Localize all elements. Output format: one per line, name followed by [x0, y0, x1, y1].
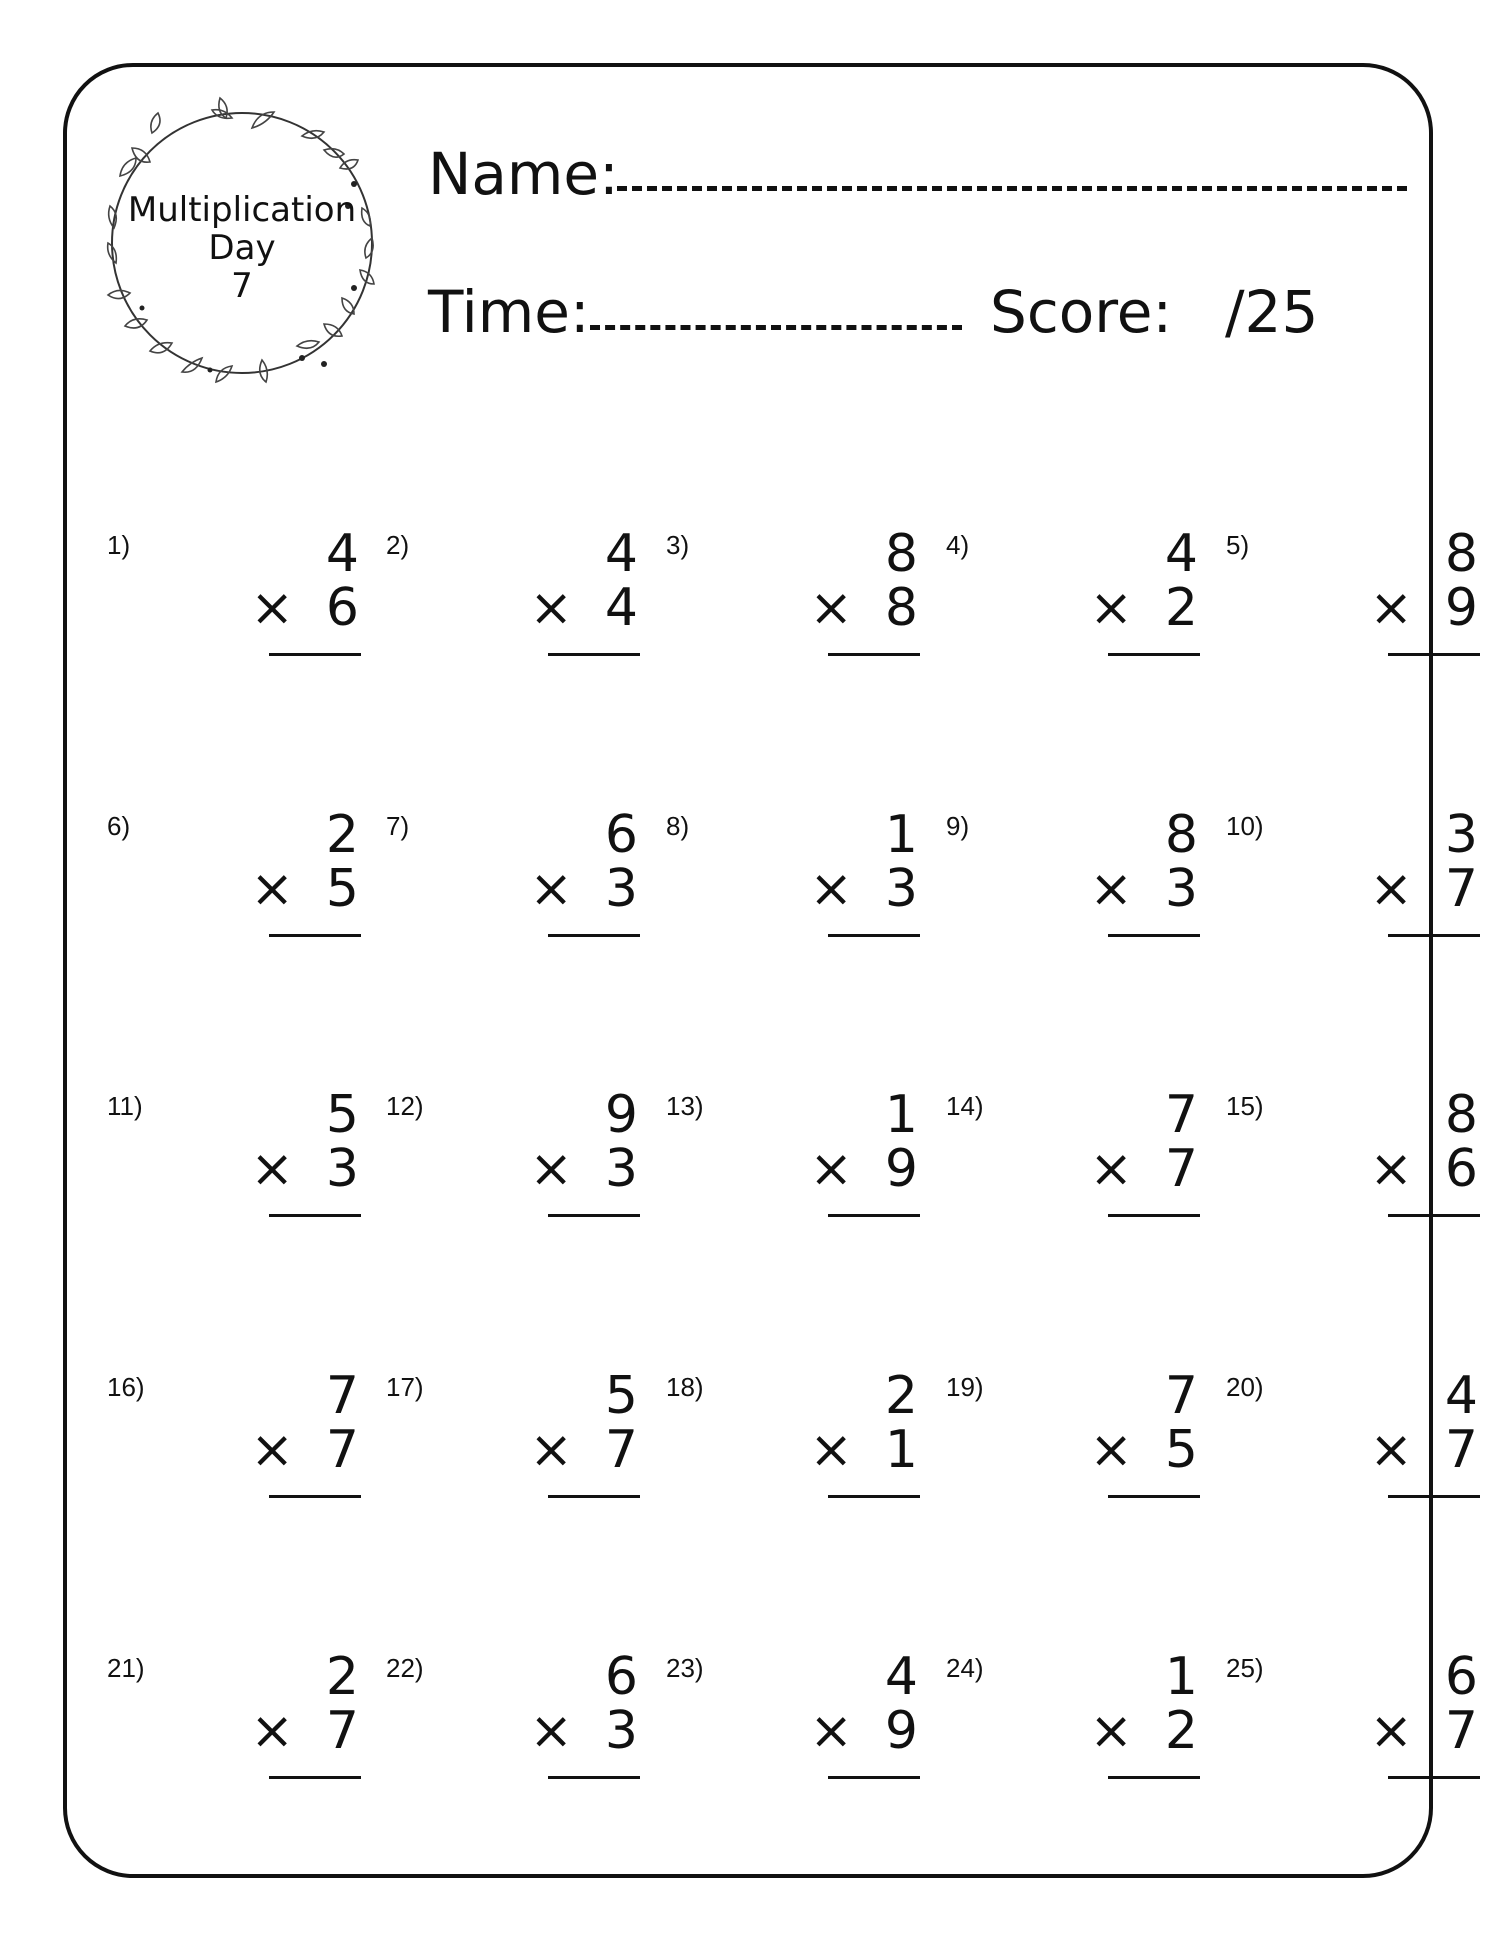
- problem-5: [1226, 524, 1486, 700]
- multiply-icon: ×: [529, 1701, 573, 1761]
- multiply-icon: ×: [809, 578, 853, 638]
- problem-top-factor: 5: [604, 1366, 638, 1426]
- answer-line[interactable]: [1108, 653, 1200, 656]
- problem-number: 3): [666, 530, 690, 560]
- problem-number: 21): [107, 1653, 145, 1683]
- name-field[interactable]: [617, 186, 1407, 191]
- score-label: Score:: [990, 278, 1172, 346]
- problem-10: [1226, 805, 1486, 981]
- problem-number: 13): [666, 1091, 704, 1121]
- problem-bottom-factor: 7: [325, 1420, 359, 1480]
- problem-top-factor: 2: [325, 805, 359, 865]
- multiply-icon: ×: [809, 859, 853, 919]
- problem-number: 18): [666, 1372, 704, 1402]
- problem-19: [946, 1366, 1206, 1542]
- problem-bottom-factor: 3: [884, 859, 918, 919]
- problem-top-factor: 9: [604, 1085, 638, 1145]
- problem-top-factor: 6: [604, 1647, 638, 1707]
- multiply-icon: ×: [1089, 578, 1133, 638]
- problem-number: 7): [386, 811, 410, 841]
- answer-line[interactable]: [1108, 1776, 1200, 1779]
- problem-bottom-factor: 3: [604, 1139, 638, 1199]
- answer-line[interactable]: [828, 934, 920, 937]
- problem-top-factor: 2: [325, 1647, 359, 1707]
- answer-line[interactable]: [828, 1495, 920, 1498]
- score-total: /25: [1225, 278, 1319, 346]
- problem-number: 22): [386, 1653, 424, 1683]
- problem-number: 12): [386, 1091, 424, 1121]
- problem-bottom-factor: 5: [1164, 1420, 1198, 1480]
- answer-line[interactable]: [828, 653, 920, 656]
- problem-24: [946, 1647, 1206, 1823]
- multiply-icon: ×: [1369, 1701, 1413, 1761]
- answer-line[interactable]: [269, 1214, 361, 1217]
- multiply-icon: ×: [250, 1420, 294, 1480]
- multiply-icon: ×: [529, 859, 573, 919]
- problem-number: 10): [1226, 811, 1264, 841]
- multiply-icon: ×: [1089, 859, 1133, 919]
- multiply-icon: ×: [1089, 1139, 1133, 1199]
- problem-4: [946, 524, 1206, 700]
- problem-top-factor: 1: [884, 1085, 918, 1145]
- problem-bottom-factor: 8: [884, 578, 918, 638]
- problem-number: 24): [946, 1653, 984, 1683]
- problem-13: [666, 1085, 926, 1261]
- problem-top-factor: 4: [325, 524, 359, 584]
- answer-line[interactable]: [1388, 1495, 1480, 1498]
- problem-number: 5): [1226, 530, 1250, 560]
- problem-number: 19): [946, 1372, 984, 1402]
- multiply-icon: ×: [250, 859, 294, 919]
- problem-bottom-factor: 1: [884, 1420, 918, 1480]
- problem-number: 11): [107, 1091, 143, 1121]
- problem-bottom-factor: 6: [325, 578, 359, 638]
- problem-bottom-factor: 4: [604, 578, 638, 638]
- problem-number: 20): [1226, 1372, 1264, 1402]
- multiply-icon: ×: [529, 578, 573, 638]
- problem-top-factor: 7: [1164, 1085, 1198, 1145]
- answer-line[interactable]: [269, 1776, 361, 1779]
- badge-line-2: Day: [208, 228, 276, 268]
- problem-23: [666, 1647, 926, 1823]
- multiply-icon: ×: [529, 1420, 573, 1480]
- problem-9: [946, 805, 1206, 981]
- title-badge: [92, 88, 392, 393]
- problem-number: 16): [107, 1372, 145, 1402]
- problem-top-factor: 8: [1444, 524, 1478, 584]
- problem-17: [386, 1366, 646, 1542]
- problem-bottom-factor: 2: [1164, 578, 1198, 638]
- problem-bottom-factor: 7: [604, 1420, 638, 1480]
- answer-line[interactable]: [1108, 934, 1200, 937]
- problem-number: 17): [386, 1372, 424, 1402]
- problem-bottom-factor: 7: [1164, 1139, 1198, 1199]
- problem-top-factor: 4: [884, 1647, 918, 1707]
- multiply-icon: ×: [1089, 1420, 1133, 1480]
- answer-line[interactable]: [269, 653, 361, 656]
- problem-bottom-factor: 6: [1444, 1139, 1478, 1199]
- problem-1: [107, 524, 367, 700]
- problem-number: 14): [946, 1091, 984, 1121]
- problem-3: [666, 524, 926, 700]
- problem-bottom-factor: 7: [1444, 859, 1478, 919]
- multiply-icon: ×: [250, 1139, 294, 1199]
- multiply-icon: ×: [1089, 1701, 1133, 1761]
- answer-line[interactable]: [548, 934, 640, 937]
- problem-number: 25): [1226, 1653, 1264, 1683]
- problem-number: 23): [666, 1653, 704, 1683]
- multiply-icon: ×: [1369, 1139, 1413, 1199]
- time-field[interactable]: [590, 325, 962, 330]
- multiply-icon: ×: [250, 1701, 294, 1761]
- problem-number: 9): [946, 811, 970, 841]
- problem-top-factor: 6: [604, 805, 638, 865]
- problem-top-factor: 7: [1164, 1366, 1198, 1426]
- problem-bottom-factor: 7: [1444, 1701, 1478, 1761]
- problem-22: [386, 1647, 646, 1823]
- problem-bottom-factor: 3: [1164, 859, 1198, 919]
- answer-line[interactable]: [548, 1214, 640, 1217]
- answer-line[interactable]: [828, 1214, 920, 1217]
- problem-top-factor: 4: [1444, 1366, 1478, 1426]
- problem-bottom-factor: 5: [325, 859, 359, 919]
- problem-25: [1226, 1647, 1486, 1823]
- problem-top-factor: 6: [1444, 1647, 1478, 1707]
- problem-top-factor: 5: [325, 1085, 359, 1145]
- problem-8: [666, 805, 926, 981]
- multiply-icon: ×: [1369, 578, 1413, 638]
- problem-top-factor: 7: [325, 1366, 359, 1426]
- multiply-icon: ×: [1369, 1420, 1413, 1480]
- multiply-icon: ×: [1369, 859, 1413, 919]
- multiply-icon: ×: [529, 1139, 573, 1199]
- problem-11: [107, 1085, 367, 1261]
- problem-top-factor: 8: [1444, 1085, 1478, 1145]
- answer-line[interactable]: [1388, 653, 1480, 656]
- badge-line-1: Multiplication: [127, 190, 357, 230]
- problem-bottom-factor: 7: [325, 1701, 359, 1761]
- multiply-icon: ×: [809, 1139, 853, 1199]
- problem-number: 8): [666, 811, 690, 841]
- problem-top-factor: 8: [884, 524, 918, 584]
- problem-number: 2): [386, 530, 410, 560]
- problem-bottom-factor: 9: [884, 1701, 918, 1761]
- problem-bottom-factor: 2: [1164, 1701, 1198, 1761]
- problem-top-factor: 4: [1164, 524, 1198, 584]
- problem-top-factor: 8: [1164, 805, 1198, 865]
- answer-line[interactable]: [269, 1495, 361, 1498]
- problem-7: [386, 805, 646, 981]
- problem-bottom-factor: 3: [325, 1139, 359, 1199]
- problem-number: 1): [107, 530, 131, 560]
- answer-line[interactable]: [1108, 1214, 1200, 1217]
- problem-top-factor: 2: [884, 1366, 918, 1426]
- problem-top-factor: 4: [604, 524, 638, 584]
- problem-14: [946, 1085, 1206, 1261]
- problem-20: [1226, 1366, 1486, 1542]
- problem-top-factor: 1: [1164, 1647, 1198, 1707]
- badge-title: [92, 191, 392, 305]
- time-label: Time:: [428, 278, 590, 346]
- answer-line[interactable]: [1388, 934, 1480, 937]
- problem-bottom-factor: 9: [1444, 578, 1478, 638]
- answer-line[interactable]: [548, 1495, 640, 1498]
- answer-line[interactable]: [269, 934, 361, 937]
- multiply-icon: ×: [250, 578, 294, 638]
- problem-12: [386, 1085, 646, 1261]
- problem-bottom-factor: 7: [1444, 1420, 1478, 1480]
- answer-line[interactable]: [548, 1776, 640, 1779]
- problem-6: [107, 805, 367, 981]
- answer-line[interactable]: [828, 1776, 920, 1779]
- problem-top-factor: 3: [1444, 805, 1478, 865]
- problem-15: [1226, 1085, 1486, 1261]
- problem-number: 4): [946, 530, 970, 560]
- problem-bottom-factor: 3: [604, 859, 638, 919]
- name-label: Name:: [428, 140, 619, 208]
- problem-bottom-factor: 3: [604, 1701, 638, 1761]
- answer-line[interactable]: [1388, 1776, 1480, 1779]
- multiply-icon: ×: [809, 1420, 853, 1480]
- problem-top-factor: 1: [884, 805, 918, 865]
- problem-number: 6): [107, 811, 131, 841]
- problem-16: [107, 1366, 367, 1542]
- problem-number: 15): [1226, 1091, 1264, 1121]
- answer-line[interactable]: [1388, 1214, 1480, 1217]
- problem-21: [107, 1647, 367, 1823]
- problem-bottom-factor: 9: [884, 1139, 918, 1199]
- problem-2: [386, 524, 646, 700]
- answer-line[interactable]: [548, 653, 640, 656]
- multiply-icon: ×: [809, 1701, 853, 1761]
- answer-line[interactable]: [1108, 1495, 1200, 1498]
- badge-line-3: 7: [231, 266, 253, 306]
- problem-18: [666, 1366, 926, 1542]
